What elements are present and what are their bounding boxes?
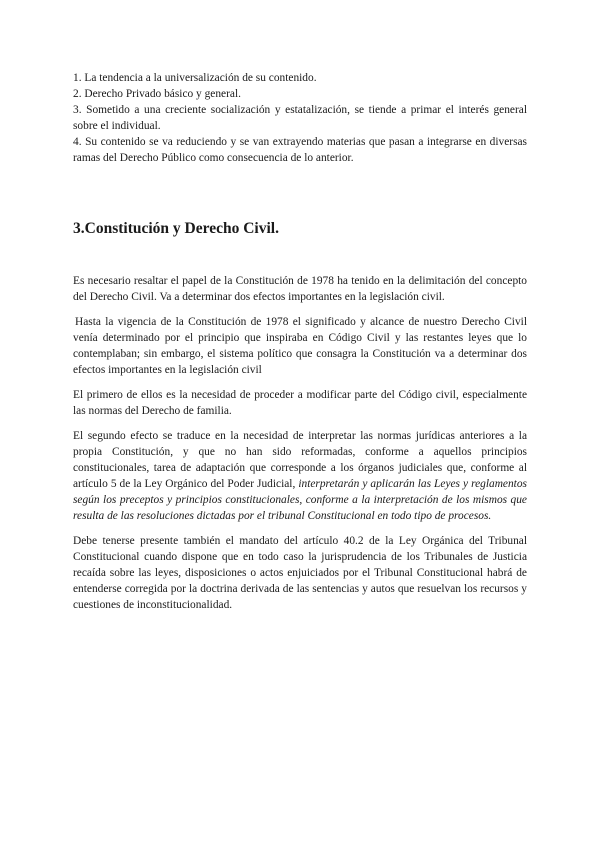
section-heading: 3.Constitución y Derecho Civil. [73, 220, 279, 237]
document-page [73, 70, 527, 611]
paragraph-4-text: El segundo efecto se traduce en la necesidad de interpretar las normas jurídicas anteriores a la propia Constitución, y que no han sido reformadas, conforme a aquellos principios constitucionales, tarea de adaptación que corresponde a los órganos judiciales que, conforme al artículo 5 de la Ley Orgánico del Poder Judicial, [73, 430, 527, 490]
paragraph-3: El primero de ellos es la necesidad de proceder a modificar parte del Código civil, especialmente las normas del Derecho de familia. [73, 389, 527, 417]
feature-list [73, 70, 527, 166]
list-item: 4. Su contenido se va reduciendo y se van extrayendo materias que pasan a integrarse en diversas ramas del Derecho Público como consecuencia de lo anterior. [73, 136, 527, 164]
paragraph-4 [73, 428, 527, 524]
list-item: 1. La tendencia a la universalización de su contenido. [73, 72, 317, 84]
section-body [73, 273, 527, 622]
paragraph-2: Hasta la vigencia de la Constitución de 1978 el significado y alcance de nuestro Derecho Civil venía determinado por el principio que inspiraba en Código Civil y las restantes leyes que lo contemplaban; sin embargo, el sistema político que consagra la Constitución va a determinar dos efectos importantes en la legislación civil [73, 316, 527, 376]
list-item: 2. Derecho Privado básico y general. [73, 88, 241, 100]
paragraph-1: Es necesario resaltar el papel de la Constitución de 1978 ha tenido en la delimitación del concepto del Derecho Civil. Va a determinar dos efectos importantes en la legislación civil. [73, 275, 527, 303]
paragraph-5: Debe tenerse presente también el mandato del artículo 40.2 de la Ley Orgánica del Tribunal Constitucional cuando dispone que en todo caso la jurisprudencia de los Tribunales de Justicia recaída sobre las leyes, disposiciones o actos enjuiciados por el Tribunal Constitucional habrá de entenderse corregida por la doctrina derivada de las sentencias y autos que resuelvan los recursos y cuestiones de inconstitucionalidad. [73, 535, 527, 611]
paragraph-4-quote: interpretarán y aplicarán las Leyes y reglamentos según los preceptos y principios constitucionales, conforme a la interpretación de los mismos que resulta de las resoluciones dictadas por el tribunal Constitucional en todo tipo de procesos. [73, 478, 527, 522]
list-item: 3. Sometido a una creciente socialización y estatalización, se tiende a primar el interés general sobre el individual. [73, 104, 527, 132]
